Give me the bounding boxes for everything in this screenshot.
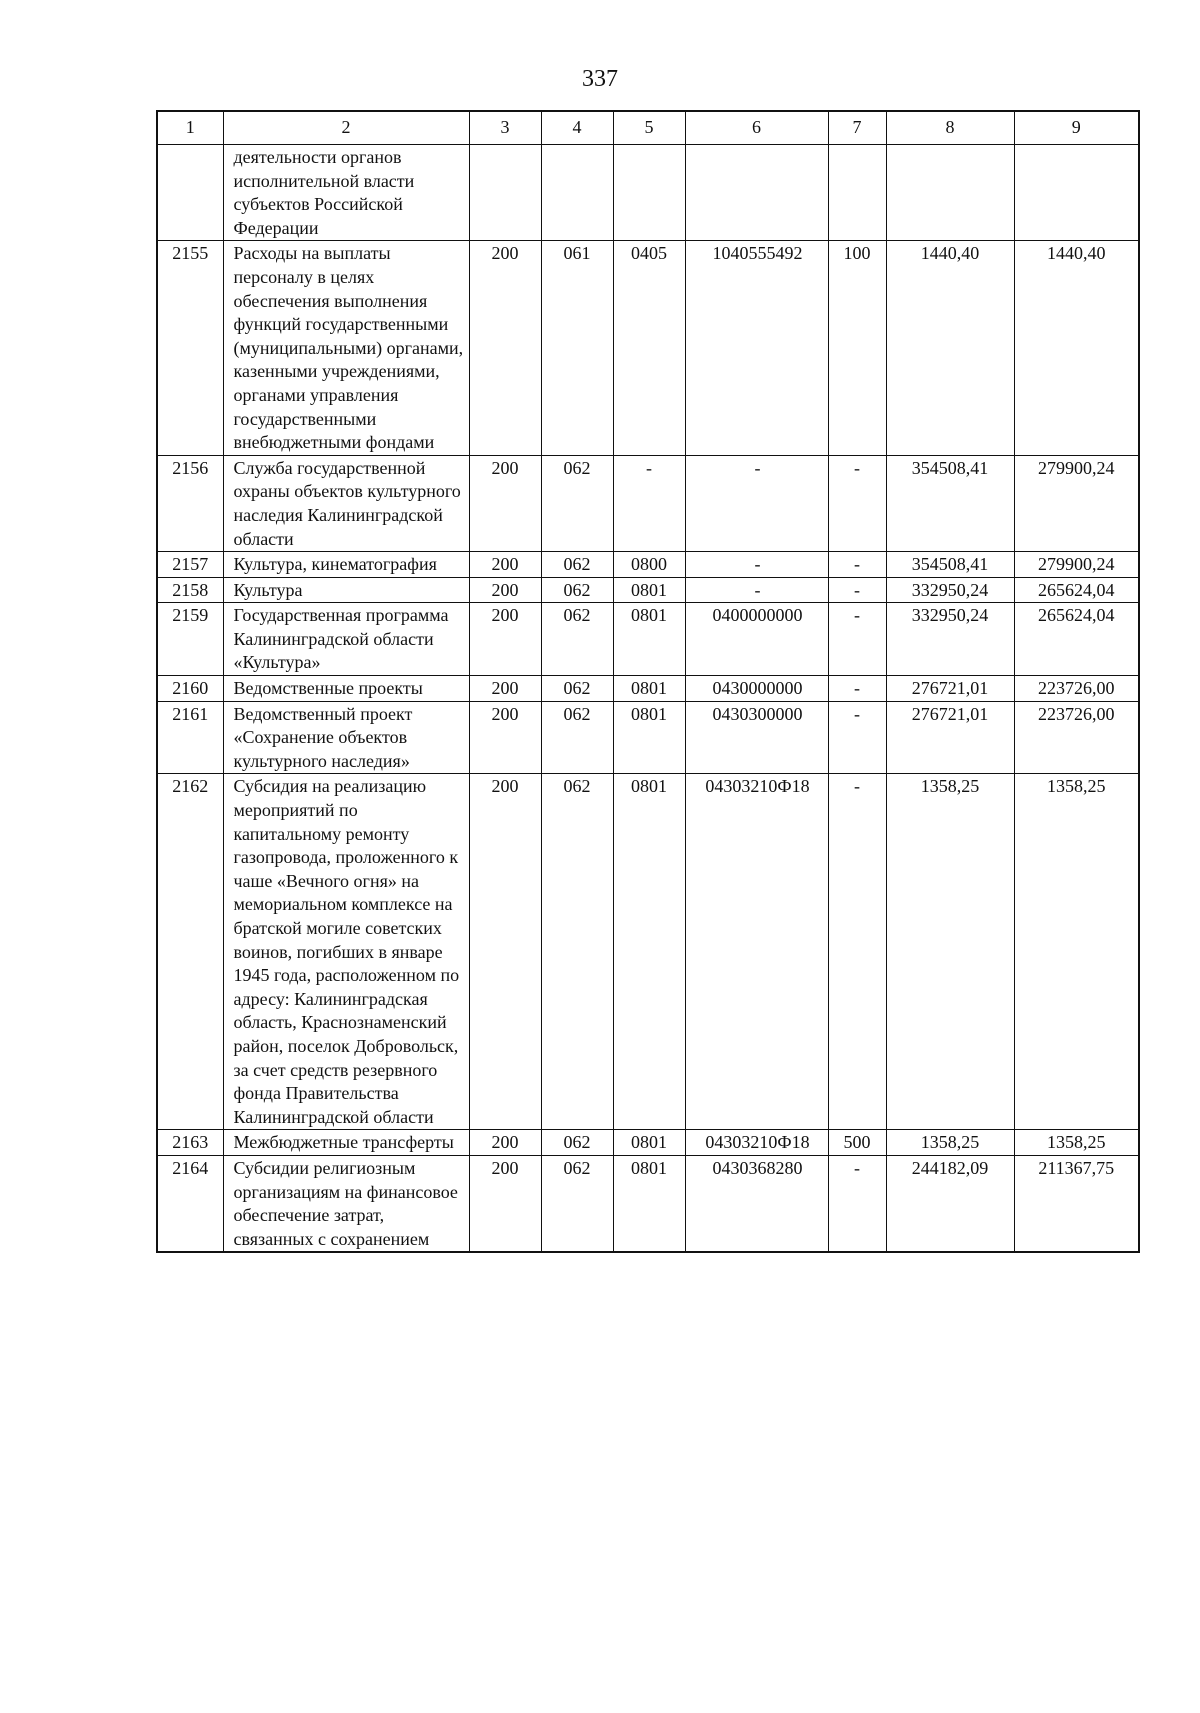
code-col4-cell: 062 bbox=[541, 1155, 613, 1252]
code-col5-cell: 0800 bbox=[613, 552, 685, 578]
amount-col8-cell: 354508,41 bbox=[886, 455, 1014, 551]
header-cell: 6 bbox=[685, 111, 828, 145]
table-row bbox=[157, 241, 1139, 455]
code-col7-cell: 100 bbox=[828, 241, 886, 455]
code-col4-cell: 062 bbox=[541, 552, 613, 578]
amount-col9-cell: 223726,00 bbox=[1014, 676, 1139, 702]
description-cell: Культура bbox=[223, 577, 469, 603]
code-col5-cell: 0801 bbox=[613, 603, 685, 676]
code-col3-cell: 200 bbox=[469, 774, 541, 1130]
code-col7-cell: - bbox=[828, 676, 886, 702]
table-row bbox=[157, 676, 1139, 702]
code-col3-cell: 200 bbox=[469, 241, 541, 455]
code-col5-cell: 0801 bbox=[613, 1130, 685, 1156]
amount-col9-cell: 265624,04 bbox=[1014, 603, 1139, 676]
code-col4-cell: 061 bbox=[541, 241, 613, 455]
code-col5-cell: - bbox=[613, 455, 685, 551]
code-col6-cell bbox=[685, 145, 828, 241]
code-col5-cell bbox=[613, 145, 685, 241]
table-row bbox=[157, 603, 1139, 676]
amount-col9-cell: 279900,24 bbox=[1014, 552, 1139, 578]
description-cell: Ведомственные проекты bbox=[223, 676, 469, 702]
code-col4-cell: 062 bbox=[541, 1130, 613, 1156]
amount-col8-cell: 332950,24 bbox=[886, 577, 1014, 603]
code-col5-cell: 0801 bbox=[613, 774, 685, 1130]
description-cell: Субсидии религиозным организациям на финансовое обеспечение затрат, связанных с сохранением bbox=[223, 1155, 469, 1252]
description-cell: Межбюджетные трансферты bbox=[223, 1130, 469, 1156]
header-cell: 5 bbox=[613, 111, 685, 145]
code-col7-cell: - bbox=[828, 455, 886, 551]
code-col6-cell: 1040555492 bbox=[685, 241, 828, 455]
amount-col9-cell: 265624,04 bbox=[1014, 577, 1139, 603]
table-row bbox=[157, 774, 1139, 1130]
row-number-cell: 2156 bbox=[157, 455, 223, 551]
amount-col9-cell: 1440,40 bbox=[1014, 241, 1139, 455]
amount-col9-cell: 1358,25 bbox=[1014, 1130, 1139, 1156]
amount-col8-cell: 276721,01 bbox=[886, 676, 1014, 702]
code-col3-cell: 200 bbox=[469, 1130, 541, 1156]
amount-col8-cell: 1440,40 bbox=[886, 241, 1014, 455]
header-cell: 9 bbox=[1014, 111, 1139, 145]
page-number: 337 bbox=[582, 66, 618, 92]
header-row bbox=[157, 111, 1139, 145]
table-row bbox=[157, 145, 1139, 241]
code-col3-cell bbox=[469, 145, 541, 241]
row-number-cell: 2161 bbox=[157, 701, 223, 774]
code-col6-cell: 0430300000 bbox=[685, 701, 828, 774]
amount-col9-cell bbox=[1014, 145, 1139, 241]
row-number-cell bbox=[157, 145, 223, 241]
code-col7-cell: - bbox=[828, 701, 886, 774]
amount-col9-cell: 211367,75 bbox=[1014, 1155, 1139, 1252]
row-number-cell: 2163 bbox=[157, 1130, 223, 1156]
table-row bbox=[157, 552, 1139, 578]
code-col4-cell: 062 bbox=[541, 577, 613, 603]
budget-table bbox=[156, 110, 1140, 1253]
code-col4-cell: 062 bbox=[541, 676, 613, 702]
row-number-cell: 2155 bbox=[157, 241, 223, 455]
table-row bbox=[157, 455, 1139, 551]
row-number-cell: 2162 bbox=[157, 774, 223, 1130]
header-cell: 7 bbox=[828, 111, 886, 145]
code-col4-cell bbox=[541, 145, 613, 241]
code-col5-cell: 0801 bbox=[613, 676, 685, 702]
code-col4-cell: 062 bbox=[541, 774, 613, 1130]
table-row bbox=[157, 577, 1139, 603]
amount-col8-cell: 332950,24 bbox=[886, 603, 1014, 676]
header-cell: 1 bbox=[157, 111, 223, 145]
code-col3-cell: 200 bbox=[469, 552, 541, 578]
amount-col8-cell: 1358,25 bbox=[886, 774, 1014, 1130]
amount-col9-cell: 223726,00 bbox=[1014, 701, 1139, 774]
header-cell: 3 bbox=[469, 111, 541, 145]
table-row bbox=[157, 1130, 1139, 1156]
code-col7-cell: - bbox=[828, 774, 886, 1130]
description-cell: Субсидия на реализацию мероприятий по капитальному ремонту газопровода, проложенного к чаше «Вечного огня» на мемориальном комплексе на братской могиле советских воинов, погибших в январе 1945 года, расположенном по адресу: Калининградская область, Краснознаменский район, поселок Добровольск, за счет средств резервного фонда Правительства Калининградской области bbox=[223, 774, 469, 1130]
row-number-cell: 2164 bbox=[157, 1155, 223, 1252]
row-number-cell: 2159 bbox=[157, 603, 223, 676]
code-col3-cell: 200 bbox=[469, 701, 541, 774]
description-cell: Государственная программа Калининградской области «Культура» bbox=[223, 603, 469, 676]
description-cell: Культура, кинематография bbox=[223, 552, 469, 578]
description-cell: деятельности органов исполнительной власти субъектов Российской Федерации bbox=[223, 145, 469, 241]
code-col6-cell: 0430000000 bbox=[685, 676, 828, 702]
header-cell: 8 bbox=[886, 111, 1014, 145]
code-col6-cell: 04303210Ф18 bbox=[685, 774, 828, 1130]
row-number-cell: 2160 bbox=[157, 676, 223, 702]
code-col5-cell: 0405 bbox=[613, 241, 685, 455]
code-col7-cell: - bbox=[828, 552, 886, 578]
code-col5-cell: 0801 bbox=[613, 701, 685, 774]
code-col7-cell: 500 bbox=[828, 1130, 886, 1156]
code-col5-cell: 0801 bbox=[613, 1155, 685, 1252]
code-col6-cell: 04303210Ф18 bbox=[685, 1130, 828, 1156]
code-col3-cell: 200 bbox=[469, 1155, 541, 1252]
description-cell: Служба государственной охраны объектов культурного наследия Калининградской области bbox=[223, 455, 469, 551]
amount-col8-cell: 276721,01 bbox=[886, 701, 1014, 774]
code-col7-cell: - bbox=[828, 577, 886, 603]
code-col3-cell: 200 bbox=[469, 577, 541, 603]
code-col6-cell: - bbox=[685, 455, 828, 551]
amount-col8-cell: 1358,25 bbox=[886, 1130, 1014, 1156]
code-col3-cell: 200 bbox=[469, 676, 541, 702]
code-col3-cell: 200 bbox=[469, 455, 541, 551]
header-cell: 4 bbox=[541, 111, 613, 145]
code-col7-cell bbox=[828, 145, 886, 241]
amount-col9-cell: 1358,25 bbox=[1014, 774, 1139, 1130]
row-number-cell: 2157 bbox=[157, 552, 223, 578]
description-cell: Ведомственный проект «Сохранение объектов культурного наследия» bbox=[223, 701, 469, 774]
code-col5-cell: 0801 bbox=[613, 577, 685, 603]
amount-col8-cell bbox=[886, 145, 1014, 241]
code-col6-cell: - bbox=[685, 577, 828, 603]
header-cell: 2 bbox=[223, 111, 469, 145]
code-col4-cell: 062 bbox=[541, 701, 613, 774]
code-col6-cell: - bbox=[685, 552, 828, 578]
code-col4-cell: 062 bbox=[541, 603, 613, 676]
code-col6-cell: 0400000000 bbox=[685, 603, 828, 676]
table-row bbox=[157, 1155, 1139, 1252]
description-cell: Расходы на выплаты персоналу в целях обеспечения выполнения функций государственными (муниципальными) органами, казенными учреждениями, органами управления государственными внебюджетными фондами bbox=[223, 241, 469, 455]
amount-col9-cell: 279900,24 bbox=[1014, 455, 1139, 551]
code-col3-cell: 200 bbox=[469, 603, 541, 676]
amount-col8-cell: 244182,09 bbox=[886, 1155, 1014, 1252]
row-number-cell: 2158 bbox=[157, 577, 223, 603]
table-row bbox=[157, 701, 1139, 774]
code-col7-cell: - bbox=[828, 603, 886, 676]
code-col6-cell: 0430368280 bbox=[685, 1155, 828, 1252]
code-col7-cell: - bbox=[828, 1155, 886, 1252]
amount-col8-cell: 354508,41 bbox=[886, 552, 1014, 578]
code-col4-cell: 062 bbox=[541, 455, 613, 551]
